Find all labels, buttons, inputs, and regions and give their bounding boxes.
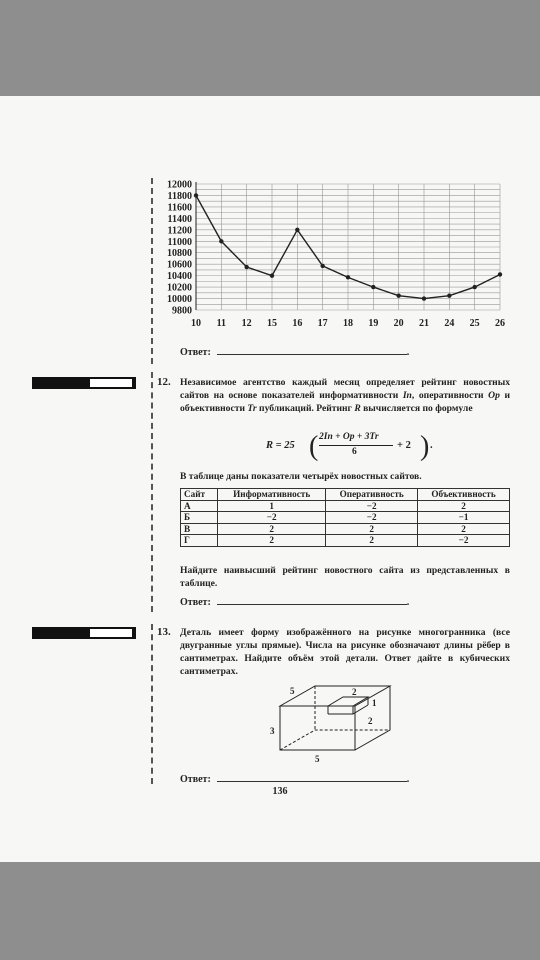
answer-label: Ответ: [180,597,211,608]
task-number-13: 13. [157,626,171,638]
task-marker-12 [32,377,136,389]
task-number-12: 12. [157,376,171,388]
data-point [447,293,451,297]
data-point [422,296,426,300]
answer-line-11: Ответ: . [180,347,410,358]
data-point [472,285,476,289]
dim-width: 5 [315,754,320,764]
table-row: Г 2 2 −2 [181,535,510,547]
y-tick-label: 10600 [167,259,192,271]
x-tick-label: 20 [393,318,404,329]
answer-line-13: Ответ: . [180,774,410,785]
y-tick-label: 11800 [167,190,192,202]
page-number: 136 [272,786,288,797]
x-tick-label: 24 [444,318,455,329]
x-tick-label: 21 [419,318,429,329]
answer-line-12: Ответ: . [180,597,410,608]
table-header-row: Сайт Информативность Оперативность Объективность [181,489,510,501]
dim-hole-height: 2 [368,716,373,726]
data-point [371,285,375,289]
x-tick-label: 12 [241,318,252,329]
x-tick-label: 10 [191,318,201,329]
x-tick-label: 16 [292,318,303,329]
dim-depth: 5 [290,686,295,696]
answer-field[interactable] [217,346,407,355]
answer-label: Ответ: [180,347,211,358]
data-point [295,228,299,232]
polyhedron-figure [260,680,400,770]
x-tick-label: 17 [317,318,328,329]
y-tick-label: 10000 [167,294,192,306]
table-row: Б −2 −2 −1 [181,512,510,524]
data-point [498,272,502,276]
table-intro: В таблице даны показатели четырёх новостных сайтов. [180,471,422,482]
y-tick-label: 11400 [167,213,192,225]
x-tick-label: 11 [216,318,227,329]
answer-label: Ответ: [180,774,211,785]
data-point [194,193,198,197]
dim-hole-width: 2 [352,687,357,697]
x-tick-label: 15 [267,318,277,329]
data-point [346,275,350,279]
sites-table [180,488,510,547]
y-tick-label: 10200 [167,282,192,294]
answer-field[interactable] [217,596,407,605]
dim-hole-depth: 1 [372,698,377,708]
margin-line [151,624,153,784]
data-point [320,264,324,268]
y-tick-label: 9800 [172,305,192,317]
table-row: А 1 −2 2 [181,500,510,512]
task-marker-13 [32,627,136,639]
data-point [219,239,223,243]
answer-field[interactable] [217,773,407,782]
task-13-text: Деталь имеет форму изображённого на рисунке многогранника (все двугранные углы прямые). Числа на рисунке обозначают длины рёбер в сантиметрах. Найдите объём этой детали. Ответ дайте в кубических сантиметрах. [180,627,510,677]
y-tick-label: 12000 [167,179,192,191]
line-chart [150,176,520,344]
task-12-text: Независимое агентство каждый месяц определяет рейтинг новостных сайтов на основе показателей информативности In, оперативности Op и объективности Tr публикаций. Рейтинг R вычисляется по формуле [180,377,510,414]
y-tick-label: 11000 [167,236,192,248]
x-tick-label: 26 [495,318,505,329]
x-tick-label: 25 [469,318,480,329]
table-row: В 2 2 2 [181,523,510,535]
y-tick-label: 10800 [167,248,192,260]
y-tick-label: 11200 [167,225,192,237]
task-12-question: Найдите наивысший рейтинг новостного сайта из представленных в таблице. [180,565,510,589]
data-point [396,293,400,297]
dim-height: 3 [270,726,275,736]
x-tick-label: 19 [368,318,379,329]
data-point [270,273,274,277]
y-tick-label: 11600 [167,202,192,214]
data-point [244,265,248,269]
margin-line [151,372,153,612]
x-tick-label: 18 [343,318,353,329]
y-tick-label: 10400 [167,271,192,283]
